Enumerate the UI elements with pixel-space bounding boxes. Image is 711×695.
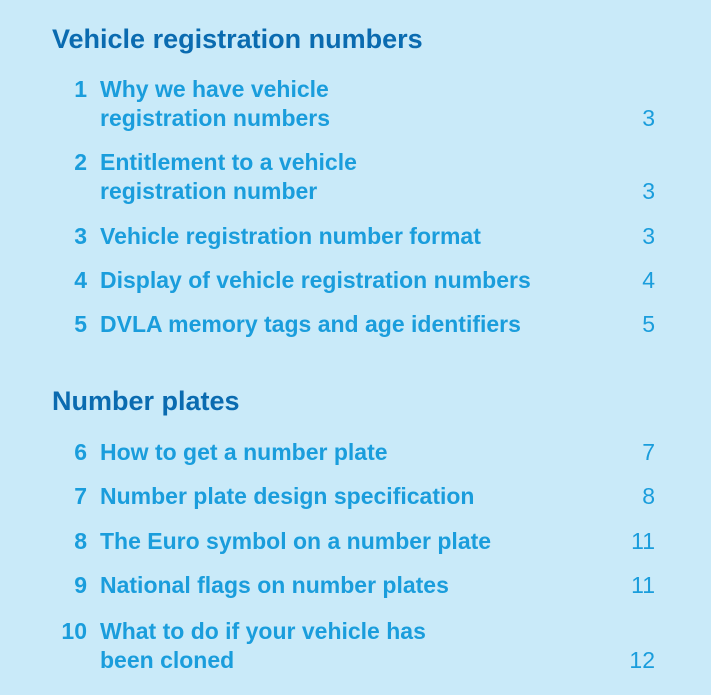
- toc-entry-page: 11: [631, 528, 655, 554]
- toc-entry-number: 2: [74, 149, 87, 175]
- toc-entry-6[interactable]: [0, 438, 711, 467]
- toc-entry-5[interactable]: [0, 310, 711, 339]
- toc-entry-number: 9: [74, 572, 87, 598]
- toc-entry-page: 3: [642, 105, 655, 131]
- toc-entry-9[interactable]: [0, 571, 711, 600]
- toc-entry-title: National flags on number plates: [100, 572, 449, 598]
- toc-entry-number: 6: [74, 439, 87, 465]
- toc-entry-number: 8: [74, 528, 87, 554]
- toc-entry-number: 1: [74, 76, 87, 102]
- toc-entry-page: 7: [642, 439, 655, 465]
- toc-entry-number: 5: [74, 311, 87, 337]
- toc-entry-number: 3: [74, 223, 87, 249]
- toc-entry-1[interactable]: [0, 75, 711, 133]
- toc-entry-page: 11: [631, 572, 655, 598]
- toc-entry-page: 8: [642, 483, 655, 509]
- toc-entry-title: DVLA memory tags and age identifiers: [100, 311, 521, 337]
- toc-entry-2[interactable]: [0, 148, 711, 206]
- toc-entry-page: 3: [642, 178, 655, 204]
- toc-entry-7[interactable]: [0, 482, 711, 511]
- toc-entry-10[interactable]: [0, 617, 711, 675]
- toc-entry-3[interactable]: [0, 222, 711, 251]
- toc-entry-4[interactable]: [0, 266, 711, 295]
- toc-entry-page: 4: [642, 267, 655, 293]
- toc-entry-page: 5: [642, 311, 655, 337]
- toc-entry-title: Why we have vehicle registration numbers: [100, 76, 331, 131]
- toc-entry-page: 12: [629, 647, 655, 673]
- toc-entry-title: Display of vehicle registration numbers: [100, 267, 531, 293]
- toc-entry-title: Number plate design specification: [100, 483, 475, 509]
- toc-entry-number: 4: [74, 267, 87, 293]
- toc-entry-title: How to get a number plate: [100, 439, 388, 465]
- toc-entry-number: 7: [74, 483, 87, 509]
- toc-entry-page: 3: [642, 223, 655, 249]
- section-title-number-plates: Number plates: [52, 386, 240, 416]
- toc-entry-title: Vehicle registration number format: [100, 223, 481, 249]
- toc-entry-number: 10: [61, 618, 87, 644]
- section-title-vehicle-registration-numbers: Vehicle registration numbers: [52, 24, 423, 54]
- toc-entry-title: Entitlement to a vehicle registration number: [100, 149, 357, 204]
- toc-entry-title: What to do if your vehicle has been cloned: [100, 618, 426, 673]
- toc-entry-8[interactable]: [0, 527, 711, 556]
- toc-entry-title: The Euro symbol on a number plate: [100, 528, 492, 554]
